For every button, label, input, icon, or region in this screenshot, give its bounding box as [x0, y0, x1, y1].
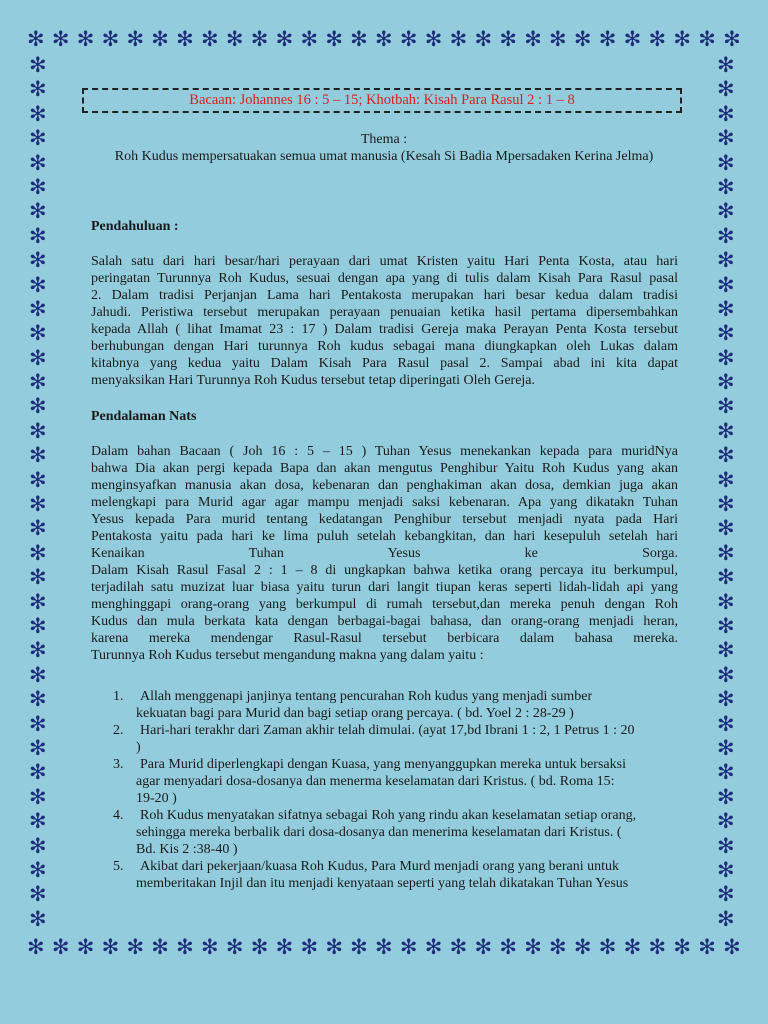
snowflake-ornament-icon: ✻: [424, 27, 443, 51]
snowflake-ornament-icon: ✻: [29, 516, 47, 541]
snowflake-ornament-icon: ✻: [717, 53, 735, 77]
snowflake-ornament-icon: ✻: [76, 27, 95, 51]
snowflake-ornament-icon: ✻: [126, 935, 145, 959]
snowflake-ornament-icon: ✻: [524, 935, 542, 959]
snowflake-ornament-icon: ✻: [27, 935, 45, 959]
snowflake-ornament-icon: ✻: [717, 101, 735, 126]
theme-block: [90, 131, 678, 165]
snowflake-ornament-icon: ✻: [499, 935, 517, 959]
paragraph-line: Turunnya Roh Kudus tersebut mengandung makna yang dalam yaitu :: [91, 648, 484, 663]
snowflake-ornament-icon: ✻: [325, 27, 343, 51]
snowflake-ornament-icon: ✻: [723, 27, 741, 51]
snowflake-ornament-icon: ✻: [29, 540, 47, 565]
meaning-point-item: [91, 722, 678, 756]
paragraph-line: Jahudi. Peristiwa tersebut merupakan perayaan penuaian ketika hasil pertama dipersembahkan: [91, 305, 678, 320]
snowflake-ornament-icon: ✻: [474, 935, 493, 959]
nats-heading: Pendalaman Nats: [91, 409, 197, 424]
snowflake-ornament-icon: ✻: [717, 77, 735, 102]
snowflake-ornament-icon: ✻: [29, 784, 47, 809]
point-number: 4.: [113, 808, 124, 823]
point-text-line: Allah menggenapi janjinya tentang pencurahan Roh kudus yang menjadi sumber: [140, 689, 593, 704]
snowflake-ornament-icon: ✻: [598, 935, 617, 959]
snowflake-ornament-icon: ✻: [717, 418, 735, 443]
snowflake-ornament-icon: ✻: [29, 906, 47, 931]
snowflake-ornament-icon: ✻: [29, 711, 47, 736]
intro-heading: Pendahuluan :: [91, 219, 179, 234]
snowflake-ornament-icon: ✻: [424, 935, 443, 959]
snowflake-ornament-icon: ✻: [717, 443, 735, 468]
snowflake-ornament-icon: ✻: [623, 27, 642, 51]
snowflake-ornament-icon: ✻: [717, 662, 735, 687]
meaning-point-item: [91, 807, 678, 858]
paragraph-line: Yesus kepada Para murid tentang kedatangan Penghibur tersebut menjadi nyata pada Hari: [91, 512, 678, 527]
snowflake-ornament-icon: ✻: [225, 27, 244, 51]
snowflake-ornament-icon: ✻: [499, 27, 517, 51]
paragraph-line: menghinggapi orang-orang yang berkumpul di rumah tersebut,dan mereka penuh dengan Roh: [91, 597, 678, 612]
paragraph-line: bahwa Dia akan pergi kepada Bapa dan akan mengutus Penghibur Yaitu Roh Kudus yang akan: [91, 461, 678, 476]
snowflake-ornament-icon: ✻: [29, 418, 47, 443]
snowflake-ornament-icon: ✻: [717, 711, 735, 736]
paragraph-line: menginsyafkan manusia akan dosa, kebenaran dan penghakiman akan dosa, demkian juga akan: [91, 478, 678, 493]
snowflake-ornament-icon: ✻: [29, 126, 47, 151]
nats-paragraph: [91, 443, 678, 664]
snowflake-ornament-icon: ✻: [717, 882, 735, 907]
snowflake-ornament-icon: ✻: [717, 760, 735, 785]
paragraph-line: 2. Dalam tradisi Perjanjan Lama hari Pentakosta merupakan hari besar kedua dalam tradisi: [91, 288, 678, 303]
snowflake-ornament-icon: ✻: [350, 935, 368, 959]
border-bottom-ornaments: [27, 936, 741, 958]
point-number: 5.: [113, 859, 124, 874]
snowflake-ornament-icon: ✻: [399, 27, 418, 51]
snowflake-ornament-icon: ✻: [29, 760, 47, 785]
snowflake-ornament-icon: ✻: [29, 248, 47, 273]
point-text-line: Para Murid diperlengkapi dengan Kuasa, yang menyanggupkan mereka untuk bersaksi: [140, 757, 626, 772]
snowflake-ornament-icon: ✻: [698, 935, 716, 959]
snowflake-ornament-icon: ✻: [717, 248, 735, 273]
snowflake-ornament-icon: ✻: [673, 935, 691, 959]
snowflake-ornament-icon: ✻: [717, 638, 735, 663]
snowflake-ornament-icon: ✻: [717, 199, 735, 224]
snowflake-ornament-icon: ✻: [51, 935, 70, 959]
point-text-line: Roh Kudus menyatakan sifatnya sebagai Roh yang rindu akan keselamatan setiap orang,: [140, 808, 637, 823]
snowflake-ornament-icon: ✻: [717, 809, 735, 834]
snowflake-ornament-icon: ✻: [151, 27, 169, 51]
paragraph-line: menyaksikan Hari Turunnya Roh Kudus tersebut tetap diperingati Oleh Gereja.: [91, 373, 536, 388]
snowflake-ornament-icon: ✻: [623, 935, 642, 959]
snowflake-ornament-icon: ✻: [250, 935, 269, 959]
snowflake-ornament-icon: ✻: [717, 174, 735, 199]
snowflake-ornament-icon: ✻: [151, 935, 169, 959]
paragraph-line: terjadilah satu muzizat luar biasa yaitu turun dari langit tiupan keras seperti lidah-lidah api yang: [91, 580, 678, 595]
snowflake-ornament-icon: ✻: [717, 833, 735, 858]
point-text-line: Hari-hari terakhr dari Zaman akhir telah dimulai. (ayat 17,bd Ibrani 1 : 2, 1 Petrus 1 : 20: [140, 723, 635, 738]
snowflake-ornament-icon: ✻: [29, 321, 47, 346]
snowflake-ornament-icon: ✻: [29, 199, 47, 224]
snowflake-ornament-icon: ✻: [29, 882, 47, 907]
snowflake-ornament-icon: ✻: [717, 565, 735, 590]
snowflake-ornament-icon: ✻: [275, 935, 294, 959]
snowflake-ornament-icon: ✻: [29, 613, 47, 638]
point-text-line: memberitakan Injil dan itu menjadi kenyataan seperti yang telah dikatakan Tuhan Yesus: [136, 876, 629, 891]
snowflake-ornament-icon: ✻: [29, 565, 47, 590]
snowflake-ornament-icon: ✻: [300, 27, 319, 51]
snowflake-ornament-icon: ✻: [29, 492, 47, 517]
snowflake-ornament-icon: ✻: [29, 296, 47, 321]
paragraph-line: Dalam Kisah Rasul Fasal 2 : 1 – 8 di ungkapkan bahwa ketika orang percaya itu berkumpul,: [91, 563, 678, 578]
point-text-line: Akibat dari pekerjaan/kuasa Roh Kudus, Para Murd menjadi orang yang berani untuk: [140, 859, 619, 874]
paragraph-line: berhubungan dengan Hari turunnya Roh kudus sebagai mana diungkapkan oleh Lukas dalam: [91, 339, 678, 354]
snowflake-ornament-icon: ✻: [717, 394, 735, 419]
intro-paragraph: [91, 253, 678, 389]
snowflake-ornament-icon: ✻: [29, 662, 47, 687]
snowflake-ornament-icon: ✻: [449, 27, 468, 51]
reading-title: Bacaan: Johannes 16 : 5 – 15; Khotbah: Kisah Para Rasul 2 : 1 – 8: [189, 92, 575, 108]
snowflake-ornament-icon: ✻: [101, 27, 120, 51]
snowflake-ornament-icon: ✻: [275, 27, 294, 51]
snowflake-ornament-icon: ✻: [176, 27, 194, 51]
snowflake-ornament-icon: ✻: [717, 516, 735, 541]
snowflake-ornament-icon: ✻: [717, 126, 735, 151]
snowflake-ornament-icon: ✻: [29, 223, 47, 248]
snowflake-ornament-icon: ✻: [648, 27, 667, 51]
snowflake-ornament-icon: ✻: [717, 735, 735, 760]
paragraph-line: Pentakosta yaitu pada hari ke lima puluh setelah kebangkitan, dan hari kesepuluh setelah hari: [91, 529, 678, 544]
snowflake-ornament-icon: ✻: [250, 27, 269, 51]
snowflake-ornament-icon: ✻: [673, 27, 691, 51]
point-text-line: 19-20 ): [136, 791, 177, 806]
border-right-ornaments: [717, 54, 735, 930]
snowflake-ornament-icon: ✻: [717, 321, 735, 346]
snowflake-ornament-icon: ✻: [648, 935, 667, 959]
point-text-line: ): [136, 740, 141, 755]
snowflake-ornament-icon: ✻: [375, 27, 393, 51]
paragraph-line: kepada Allah ( lihat Imamat 23 : 17 ) Dalam tradisi Gereja maka Perayan Penta Kosta tersebut: [91, 322, 678, 337]
snowflake-ornament-icon: ✻: [101, 935, 120, 959]
snowflake-ornament-icon: ✻: [717, 467, 735, 492]
snowflake-ornament-icon: ✻: [717, 613, 735, 638]
snowflake-ornament-icon: ✻: [524, 27, 542, 51]
reading-title-box: [82, 88, 682, 113]
snowflake-ornament-icon: ✻: [717, 589, 735, 614]
snowflake-ornament-icon: ✻: [201, 27, 219, 51]
paragraph-line: Kenaikan Tuhan Yesus ke Sorga.: [91, 546, 678, 561]
snowflake-ornament-icon: ✻: [717, 492, 735, 517]
point-number: 2.: [113, 723, 124, 738]
snowflake-ornament-icon: ✻: [717, 272, 735, 297]
snowflake-ornament-icon: ✻: [717, 540, 735, 565]
snowflake-ornament-icon: ✻: [717, 150, 735, 175]
snowflake-ornament-icon: ✻: [717, 857, 735, 882]
snowflake-ornament-icon: ✻: [350, 27, 368, 51]
border-left-ornaments: [29, 54, 47, 930]
snowflake-ornament-icon: ✻: [29, 150, 47, 175]
theme-label: Thema :: [360, 132, 408, 147]
snowflake-ornament-icon: ✻: [51, 27, 70, 51]
snowflake-ornament-icon: ✻: [29, 53, 47, 77]
snowflake-ornament-icon: ✻: [29, 370, 47, 395]
snowflake-ornament-icon: ✻: [201, 935, 219, 959]
snowflake-ornament-icon: ✻: [29, 272, 47, 297]
snowflake-ornament-icon: ✻: [717, 345, 735, 370]
snowflake-ornament-icon: ✻: [474, 27, 493, 51]
meaning-point-item: [91, 858, 678, 892]
snowflake-ornament-icon: ✻: [549, 935, 567, 959]
snowflake-ornament-icon: ✻: [549, 27, 567, 51]
meaning-point-item: [91, 756, 678, 807]
snowflake-ornament-icon: ✻: [29, 857, 47, 882]
snowflake-ornament-icon: ✻: [300, 935, 319, 959]
snowflake-ornament-icon: ✻: [29, 467, 47, 492]
snowflake-ornament-icon: ✻: [29, 443, 47, 468]
snowflake-ornament-icon: ✻: [573, 27, 592, 51]
snowflake-ornament-icon: ✻: [698, 27, 716, 51]
snowflake-ornament-icon: ✻: [29, 687, 47, 712]
snowflake-ornament-icon: ✻: [76, 935, 95, 959]
snowflake-ornament-icon: ✻: [717, 370, 735, 395]
snowflake-ornament-icon: ✻: [325, 935, 343, 959]
paragraph-line: karena mereka mendengar Rasul-Rasul tersebut berbicara dalam bahasa mereka.: [91, 631, 678, 646]
snowflake-ornament-icon: ✻: [27, 27, 45, 51]
meaning-point-item: [91, 688, 678, 722]
snowflake-ornament-icon: ✻: [29, 77, 47, 102]
paragraph-line: Dalam bahan Bacaan ( Joh 16 : 5 – 15 ) Tuhan Yesus menekankan kepada para muridNya: [91, 444, 678, 459]
snowflake-ornament-icon: ✻: [176, 935, 194, 959]
snowflake-ornament-icon: ✻: [29, 589, 47, 614]
point-number: 3.: [113, 757, 124, 772]
snowflake-ornament-icon: ✻: [29, 101, 47, 126]
theme-text: Roh Kudus mempersatuakan semua umat manusia (Kesah Si Badia Mpersadaken Kerina Jelma): [114, 149, 654, 164]
snowflake-ornament-icon: ✻: [375, 935, 393, 959]
point-text-line: sehingga mereka berbalik dari dosa-dosanya dan menerima keselamatan dari Kristus. (: [136, 825, 622, 840]
snowflake-ornament-icon: ✻: [29, 735, 47, 760]
snowflake-ornament-icon: ✻: [573, 935, 592, 959]
paragraph-line: Salah satu dari hari besar/hari perayaan dari umat Kristen yaitu Hari Penta Kosta, atau hari: [91, 254, 678, 269]
point-text-line: agar menyadari dosa-dosanya dan menerma keselamatan dari Kristus. ( bd. Roma 15:: [136, 774, 615, 789]
point-text-line: Bd. Kis 2 :38-40 ): [136, 842, 238, 857]
snowflake-ornament-icon: ✻: [717, 223, 735, 248]
meaning-points-list: [91, 688, 678, 892]
paragraph-line: melengkapi para Murid agar agar mampu menjadi saksi kebenaran. Apa yang dikatakn Tuhan: [91, 495, 678, 510]
snowflake-ornament-icon: ✻: [29, 174, 47, 199]
snowflake-ornament-icon: ✻: [29, 345, 47, 370]
snowflake-ornament-icon: ✻: [717, 906, 735, 931]
paragraph-line: Kudus dan mula berkata kata dengan berbagai-bagai bahasa, dan orang-orang menjadi heran,: [91, 614, 678, 629]
snowflake-ornament-icon: ✻: [598, 27, 617, 51]
snowflake-ornament-icon: ✻: [399, 935, 418, 959]
snowflake-ornament-icon: ✻: [29, 809, 47, 834]
border-top-ornaments: [27, 28, 741, 50]
snowflake-ornament-icon: ✻: [29, 833, 47, 858]
paragraph-line: peringatan Turunnya Roh Kudus, sesuai dengan apa yang di tulis dalam Kisah Para Rasul pasal: [91, 271, 678, 286]
point-text-line: kekuatan bagi para Murid dan bagi setiap orang percaya. ( bd. Yoel 2 : 28-29 ): [136, 706, 574, 721]
point-number: 1.: [113, 689, 124, 704]
snowflake-ornament-icon: ✻: [717, 296, 735, 321]
snowflake-ornament-icon: ✻: [29, 394, 47, 419]
paragraph-line: kitabnya yang kedua yaitu Dalam Kisah Para Rasul pasal 2. Sampai abad ini kita dapat: [91, 356, 678, 371]
snowflake-ornament-icon: ✻: [126, 27, 145, 51]
snowflake-ornament-icon: ✻: [449, 935, 468, 959]
snowflake-ornament-icon: ✻: [717, 784, 735, 809]
snowflake-ornament-icon: ✻: [723, 935, 741, 959]
snowflake-ornament-icon: ✻: [225, 935, 244, 959]
snowflake-ornament-icon: ✻: [29, 638, 47, 663]
snowflake-ornament-icon: ✻: [717, 687, 735, 712]
